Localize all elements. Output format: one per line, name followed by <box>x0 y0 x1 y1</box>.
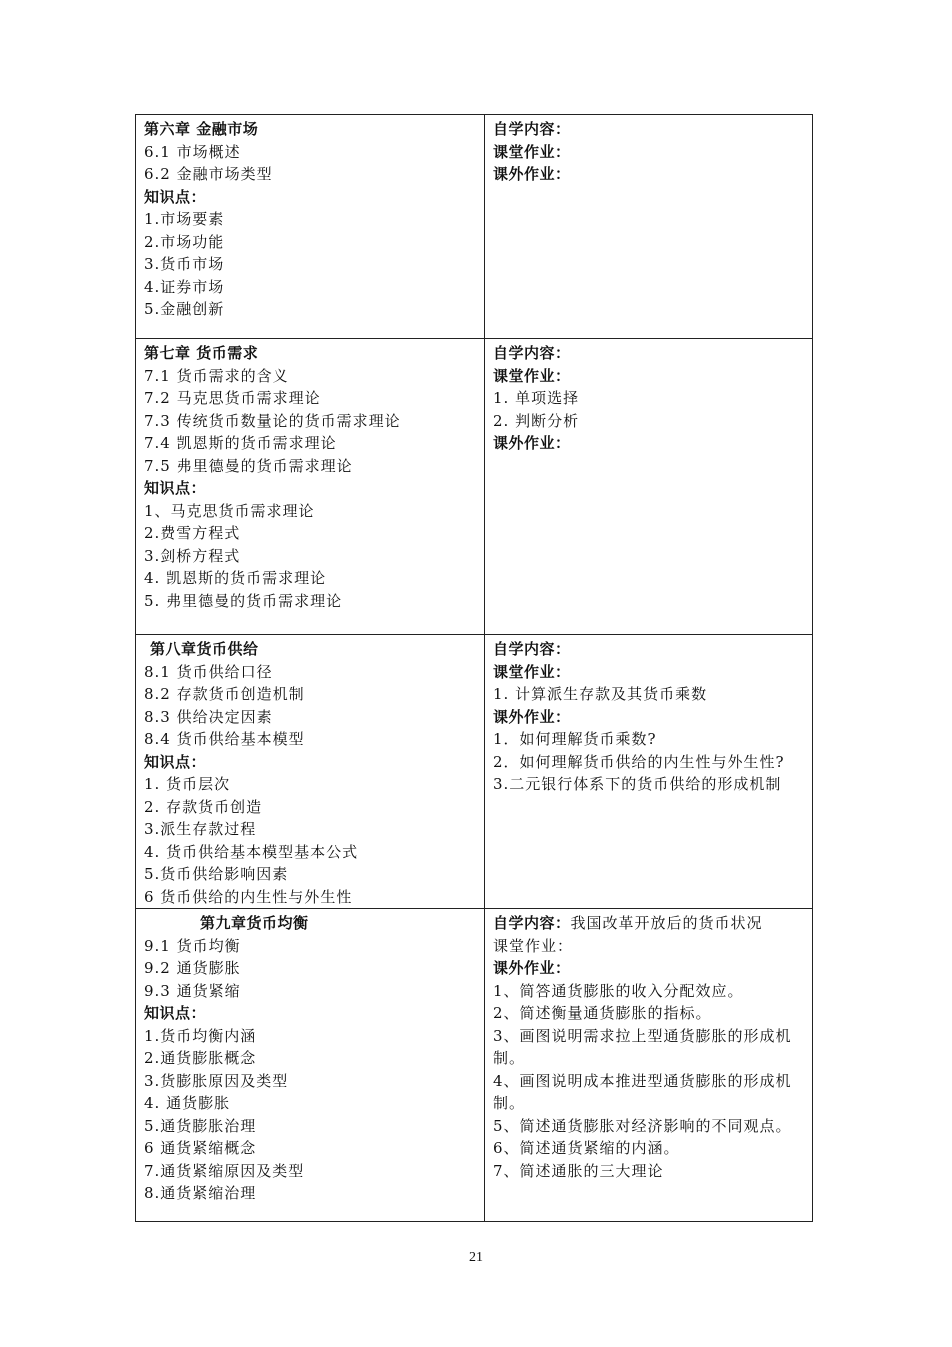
knowledge-points-label: 知识点： <box>144 479 207 497</box>
chapter-title: 第六章 金融市场 <box>144 120 259 138</box>
knowledge-point: 7.通货紧缩原因及类型 <box>144 1161 305 1180</box>
assignment-cell <box>485 339 813 635</box>
section-item: 6.2 金融市场类型 <box>144 165 273 183</box>
self-study-label: 自学内容： <box>493 120 571 138</box>
knowledge-points-label: 知识点： <box>144 187 207 206</box>
table-row <box>136 115 813 339</box>
homework-label: 课外作业： <box>493 707 571 726</box>
section-item: 9.1 货币均衡 <box>144 936 241 955</box>
section-item: 8.3 供给决定因素 <box>144 707 273 726</box>
knowledge-points-label: 知识点： <box>144 752 207 771</box>
knowledge-point: 1.货币均衡内涵 <box>144 1026 257 1045</box>
chapter-title: 第九章货币均衡 <box>200 914 309 932</box>
section-item: 8.2 存款货币创造机制 <box>144 685 305 703</box>
class-work-label: 课堂作业： <box>493 936 574 955</box>
chapter-cell <box>136 339 485 635</box>
homework-item: 7、简述通胀的三大理论 <box>493 1161 664 1180</box>
section-item: 7.3 传统货币数量论的货币需求理论 <box>144 411 401 430</box>
homework-item: 1．如何理解货币乘数? <box>493 730 657 748</box>
assignment-cell <box>485 635 813 909</box>
chapter-cell <box>136 635 485 909</box>
chapter-title: 第八章货币供给 <box>150 640 259 658</box>
knowledge-point: 2.市场功能 <box>144 232 225 251</box>
homework-item: 2．如何理解货币供给的内生性与外生性? <box>493 752 785 771</box>
section-item: 7.4 凯恩斯的货币需求理论 <box>144 434 337 452</box>
homework-item: 4、画图说明成本推进型通货膨胀的形成机制。 <box>493 1071 792 1112</box>
knowledge-point: 6 货币供给的内生性与外生性 <box>144 887 353 906</box>
homework-item: 3、画图说明需求拉上型通货膨胀的形成机制。 <box>493 1026 792 1067</box>
homework-label: 课外作业： <box>493 165 571 183</box>
knowledge-point: 5.通货膨胀治理 <box>144 1116 257 1135</box>
knowledge-point: 1.市场要素 <box>144 210 225 228</box>
knowledge-point: 4.证券市场 <box>144 277 225 296</box>
class-work-label: 课堂作业： <box>493 662 571 681</box>
knowledge-point: 4. 凯恩斯的货币需求理论 <box>144 569 327 587</box>
section-item: 9.2 通货膨胀 <box>144 959 241 977</box>
table-row <box>136 339 813 635</box>
knowledge-point: 8.通货紧缩治理 <box>144 1184 257 1202</box>
table-row <box>136 909 813 1222</box>
section-item: 6.1 市场概述 <box>144 142 241 161</box>
self-study-label: 自学内容： <box>493 640 571 658</box>
section-item: 7.5 弗里德曼的货币需求理论 <box>144 456 353 475</box>
knowledge-point: 2.通货膨胀概念 <box>144 1049 257 1067</box>
self-study-label: 自学内容： <box>493 914 571 932</box>
knowledge-point: 3.货膨胀原因及类型 <box>144 1071 289 1090</box>
class-work-item: 1. 单项选择 <box>493 389 580 407</box>
chapter-cell <box>136 115 485 339</box>
self-study-label: 自学内容： <box>493 344 571 362</box>
assignment-cell <box>485 115 813 339</box>
chapter-title: 第七章 货币需求 <box>144 344 259 362</box>
class-work-label: 课堂作业： <box>493 142 571 161</box>
class-work-item: 2. 判断分析 <box>493 411 580 430</box>
page-number: 21 <box>469 1250 483 1265</box>
section-item: 9.3 通货紧缩 <box>144 981 241 1000</box>
knowledge-point: 5.货币供给影响因素 <box>144 865 289 883</box>
knowledge-point: 1、马克思货币需求理论 <box>144 501 315 520</box>
assignment-cell <box>485 909 813 1222</box>
section-item: 8.4 货币供给基本模型 <box>144 730 305 748</box>
knowledge-point: 4. 通货膨胀 <box>144 1094 231 1112</box>
class-work-label: 课堂作业： <box>493 366 571 385</box>
homework-item: 6、简述通货紧缩的内涵。 <box>493 1139 680 1157</box>
self-study-text: 我国改革开放后的货币状况 <box>570 914 763 932</box>
knowledge-point: 2. 存款货币创造 <box>144 797 263 816</box>
knowledge-point: 1. 货币层次 <box>144 775 231 793</box>
knowledge-point: 3.货币市场 <box>144 255 225 273</box>
knowledge-point: 4. 货币供给基本模型基本公式 <box>144 842 359 861</box>
knowledge-point: 5. 弗里德曼的货币需求理论 <box>144 591 343 610</box>
homework-label: 课外作业： <box>493 434 571 452</box>
homework-item: 3.二元银行体系下的货币供给的形成机制 <box>493 775 782 793</box>
section-item: 8.1 货币供给口径 <box>144 662 273 681</box>
class-work-item: 1. 计算派生存款及其货币乘数 <box>493 685 708 703</box>
section-item: 7.1 货币需求的含义 <box>144 366 289 385</box>
knowledge-point: 6 通货紧缩概念 <box>144 1139 257 1157</box>
knowledge-points-label: 知识点： <box>144 1004 207 1022</box>
syllabus-table <box>135 114 813 1222</box>
homework-item: 1、简答通货膨胀的收入分配效应。 <box>493 981 744 1000</box>
knowledge-point: 5.金融创新 <box>144 300 225 318</box>
homework-item: 5、简述通货膨胀对经济影响的不同观点。 <box>493 1116 792 1135</box>
homework-label: 课外作业： <box>493 959 571 977</box>
knowledge-point: 2.费雪方程式 <box>144 524 241 542</box>
chapter-cell <box>136 909 485 1222</box>
homework-item: 2、简述衡量通货膨胀的指标。 <box>493 1004 712 1022</box>
knowledge-point: 3.剑桥方程式 <box>144 546 241 565</box>
section-item: 7.2 马克思货币需求理论 <box>144 389 321 407</box>
table-row <box>136 635 813 909</box>
knowledge-point: 3.派生存款过程 <box>144 820 257 838</box>
